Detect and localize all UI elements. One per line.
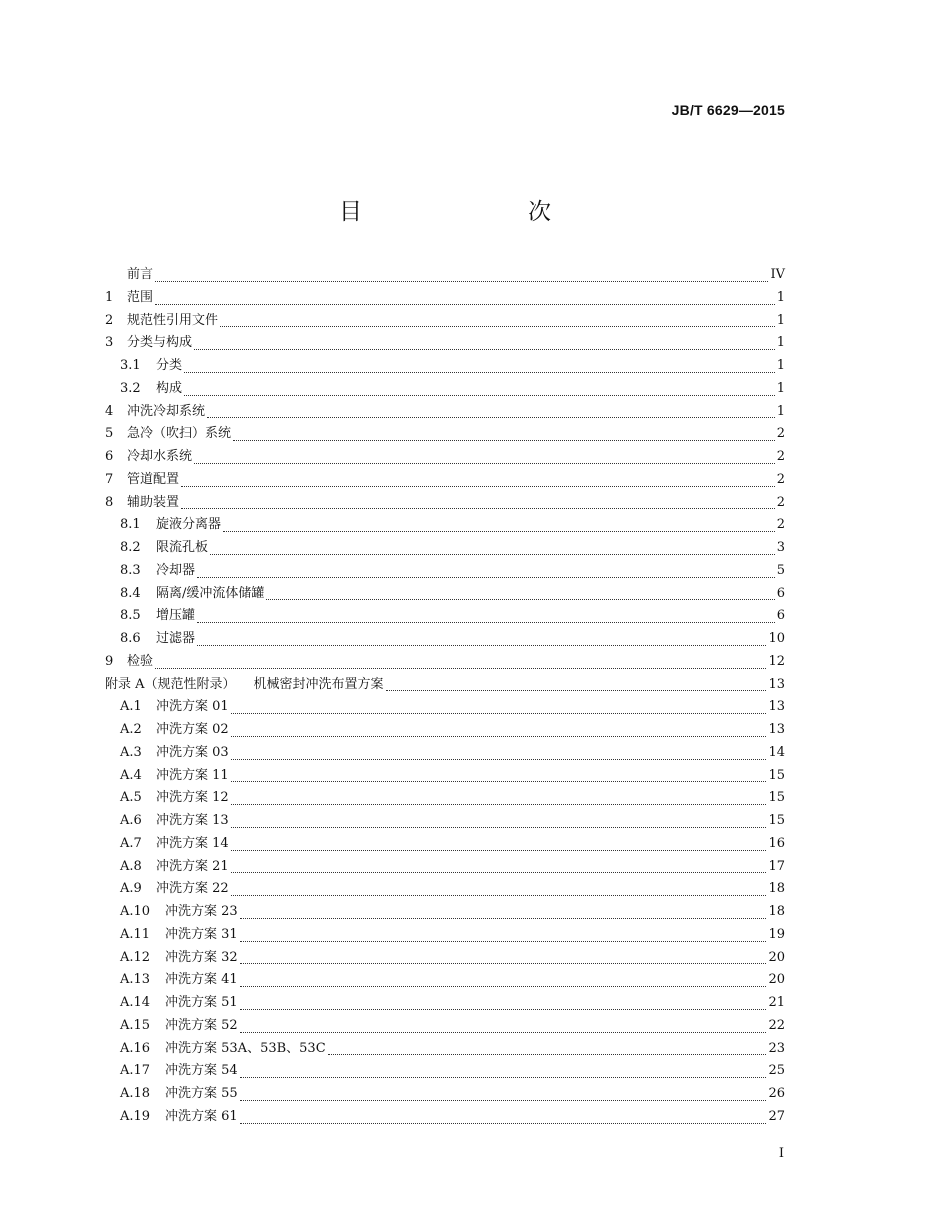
toc-entry-number: 5 (105, 426, 114, 442)
toc-dot-leader (231, 770, 767, 782)
toc-entry[interactable] (105, 1038, 785, 1061)
toc-entry-title: 冲洗方案 54 (165, 1063, 238, 1079)
toc-dot-leader (240, 1066, 767, 1078)
toc-entry-page: 13 (768, 722, 785, 737)
toc-dot-leader (194, 338, 775, 350)
toc-entry[interactable] (105, 287, 785, 310)
toc-dot-leader (197, 566, 775, 578)
toc-entry-page: 2 (776, 449, 785, 464)
toc-dot-leader (231, 702, 767, 714)
toc-entry-number: A.7 (120, 835, 142, 851)
toc-entry[interactable] (105, 401, 785, 424)
toc-entry-page: 5 (776, 562, 785, 578)
toc-dot-leader (231, 793, 767, 805)
toc-entry-title: 冲洗方案 13 (156, 813, 229, 828)
toc-entry-page: 27 (768, 1108, 785, 1124)
toc-entry-number: A.9 (120, 881, 142, 897)
toc-entry-number: A.12 (120, 949, 151, 965)
toc-entry-title: 冷却水系统 (127, 449, 193, 464)
toc-entry-page: 17 (768, 858, 785, 874)
toc-entry-page: 2 (776, 426, 785, 442)
toc-entry[interactable] (105, 810, 785, 833)
toc-dot-leader (240, 1089, 767, 1101)
toc-entry[interactable] (105, 469, 785, 492)
toc-entry-title: 冲洗方案 22 (156, 881, 229, 897)
toc-entry-page: 15 (768, 790, 785, 806)
toc-entry-title: 机械密封冲洗布置方案 (253, 676, 384, 692)
toc-entry-number: 3.2 (120, 380, 141, 396)
toc-entry-number: A.2 (120, 722, 142, 737)
toc-dot-leader (233, 429, 775, 441)
toc-entry-number: A.6 (120, 813, 142, 828)
toc-entry-number: A.19 (120, 1108, 151, 1124)
toc-entry[interactable] (105, 605, 785, 628)
toc-dot-leader (207, 406, 775, 418)
toc-entry-page: 1 (776, 380, 785, 396)
toc-entry-number: 8.6 (120, 631, 141, 646)
toc-entry-title: 冲洗方案 03 (156, 744, 229, 760)
toc-entry-number: A.15 (120, 1017, 151, 1033)
toc-entry-number: 7 (105, 471, 114, 487)
toc-entry[interactable] (105, 583, 785, 606)
toc-dot-leader (240, 1021, 767, 1033)
toc-dot-leader (231, 816, 767, 828)
page-title: 目 次 (339, 199, 591, 225)
toc-entry-page: 15 (768, 813, 785, 828)
toc-dot-leader (328, 1043, 767, 1055)
toc-entry-title: 检验 (127, 653, 154, 669)
toc-entry[interactable] (105, 947, 785, 970)
toc-entry-page: 6 (776, 608, 785, 624)
toc-entry-page: 6 (776, 585, 785, 601)
toc-entry-number: 8.3 (120, 562, 141, 578)
toc-entry-number: A.3 (120, 744, 142, 760)
toc-dot-leader (223, 520, 775, 532)
toc-dot-leader (184, 384, 775, 396)
toc-entry-number: A.5 (120, 790, 142, 806)
toc-entry-page: 2 (776, 494, 785, 510)
toc-dot-leader (240, 1112, 767, 1124)
toc-entry-number: A.11 (120, 926, 151, 942)
toc-entry-page: 25 (768, 1063, 785, 1079)
toc-entry[interactable] (105, 969, 785, 992)
toc-entry-title: 冲洗方案 52 (165, 1017, 238, 1033)
toc-entry-title: 管道配置 (127, 471, 180, 487)
toc-entry-page: 15 (768, 767, 785, 783)
toc-entry-number: A.1 (120, 699, 142, 715)
toc-entry[interactable] (105, 514, 785, 537)
toc-entry-number: 1 (105, 289, 114, 305)
toc-entry-page: 12 (768, 653, 785, 669)
toc-dot-leader (240, 907, 767, 919)
toc-entry[interactable] (105, 628, 785, 651)
toc-entry-title: 辅助装置 (127, 494, 180, 510)
toc-entry-page: 20 (768, 949, 785, 965)
toc-entry-page: 1 (776, 312, 785, 328)
toc-entry-page: 2 (776, 471, 785, 487)
toc-entry[interactable] (105, 719, 785, 742)
toc-entry-page: 3 (776, 540, 785, 555)
toc-entry-number: 8.4 (120, 585, 141, 601)
toc-entry[interactable] (105, 833, 785, 856)
toc-entry-title: 限流孔板 (156, 540, 209, 555)
toc-dot-leader (240, 998, 767, 1010)
toc-entry-title: 冲洗方案 55 (165, 1086, 238, 1101)
toc-dot-leader (220, 315, 775, 327)
toc-entry-page: 1 (776, 358, 785, 373)
toc-entry-title: 冲洗方案 11 (156, 767, 229, 783)
toc-entry-page: 13 (768, 676, 785, 692)
toc-dot-leader (155, 270, 768, 282)
toc-entry-title: 分类 (156, 358, 183, 373)
toc-entry[interactable] (105, 901, 785, 924)
toc-dot-leader (181, 475, 775, 487)
toc-entry-number: 附录 A（规范性附录） (105, 676, 236, 692)
toc-dot-leader (231, 861, 767, 873)
toc-dot-leader (240, 975, 767, 987)
toc-entry-title: 急冷（吹扫）系统 (127, 426, 232, 442)
toc-entry-page: IV (770, 267, 785, 282)
toc-dot-leader (240, 930, 767, 942)
toc-dot-leader (240, 952, 767, 964)
toc-entry-title: 前言 (127, 267, 154, 282)
toc-entry-page: 19 (768, 926, 785, 942)
toc-entry-title: 冲洗方案 12 (156, 790, 229, 806)
toc-entry-number: A.8 (120, 858, 142, 874)
toc-entry-title: 构成 (156, 380, 183, 396)
toc-dot-leader (386, 679, 767, 691)
toc-entry[interactable] (105, 355, 785, 378)
toc-entry[interactable] (105, 696, 785, 719)
toc-entry-number: 9 (105, 653, 114, 669)
toc-dot-leader (184, 361, 775, 373)
toc-entry-page: 1 (776, 403, 785, 419)
toc-entry[interactable] (105, 1083, 785, 1106)
toc-entry-title: 分类与构成 (127, 335, 193, 351)
toc-dot-leader (231, 884, 767, 896)
toc-entry[interactable] (105, 332, 785, 355)
toc-entry[interactable] (105, 492, 785, 515)
toc-entry-page: 14 (768, 744, 785, 760)
toc-entry-page: 18 (768, 904, 785, 919)
toc-dot-leader (197, 634, 766, 646)
toc-entry[interactable] (105, 264, 785, 287)
toc-dot-leader (155, 657, 766, 669)
toc-dot-leader (266, 588, 774, 600)
toc-entry-number: 4 (105, 403, 114, 419)
toc-entry[interactable] (105, 674, 785, 697)
toc-entry-title: 过滤器 (156, 631, 196, 646)
toc-dot-leader (181, 497, 775, 509)
toc-entry-page: 2 (776, 517, 785, 533)
toc-entry-title: 冲洗方案 02 (156, 722, 229, 737)
toc-entry-title: 冲洗方案 21 (156, 858, 229, 874)
toc-entry[interactable] (105, 1060, 785, 1083)
toc-dot-leader (231, 839, 767, 851)
table-of-contents (105, 264, 785, 1129)
toc-entry-number: 8.2 (120, 540, 141, 555)
toc-entry-number: 8.5 (120, 608, 141, 624)
toc-entry-title: 冲洗方案 61 (165, 1108, 238, 1124)
toc-entry[interactable] (105, 992, 785, 1015)
toc-entry-number: A.17 (120, 1063, 151, 1079)
toc-entry-title: 冲洗方案 51 (165, 995, 238, 1010)
toc-entry-title: 隔离/缓冲流体储罐 (156, 585, 265, 601)
toc-entry-title: 冲洗方案 53A、53B、53C (165, 1040, 326, 1056)
toc-entry-title: 冲洗冷却系统 (127, 403, 206, 419)
toc-entry-title: 冷却器 (156, 562, 196, 578)
toc-entry[interactable] (105, 742, 785, 765)
toc-entry-number: 8.1 (120, 517, 141, 533)
toc-dot-leader (231, 725, 767, 737)
toc-entry-number: A.4 (120, 767, 142, 783)
toc-entry-title: 冲洗方案 14 (156, 835, 229, 851)
page-number: I (778, 1146, 784, 1161)
toc-entry[interactable] (105, 446, 785, 469)
toc-entry-page: 16 (768, 835, 785, 851)
toc-entry-page: 1 (776, 289, 785, 305)
standard-code: JB/T 6629—2015 (671, 102, 785, 118)
toc-entry[interactable] (105, 856, 785, 879)
toc-entry-title: 增压罐 (156, 608, 196, 624)
toc-dot-leader (155, 293, 775, 305)
toc-entry-title: 冲洗方案 32 (165, 949, 238, 965)
toc-entry-page: 21 (768, 995, 785, 1010)
toc-entry[interactable] (105, 378, 785, 401)
toc-entry-number: A.10 (120, 904, 151, 919)
toc-entry[interactable] (105, 537, 785, 560)
toc-entry-number: A.16 (120, 1040, 151, 1056)
toc-entry[interactable] (105, 310, 785, 333)
toc-entry-page: 26 (768, 1086, 785, 1101)
toc-entry-page: 10 (768, 631, 785, 646)
toc-entry[interactable] (105, 1106, 785, 1129)
toc-entry-number: 3.1 (120, 358, 141, 373)
toc-entry-number: A.13 (120, 972, 151, 988)
toc-entry-page: 23 (768, 1040, 785, 1056)
toc-entry-number: A.18 (120, 1086, 151, 1101)
toc-entry[interactable] (105, 787, 785, 810)
toc-entry-title: 冲洗方案 23 (165, 904, 238, 919)
toc-entry-title: 旋液分离器 (156, 517, 222, 533)
toc-entry-number: 8 (105, 494, 114, 510)
toc-entry-page: 18 (768, 881, 785, 897)
toc-entry[interactable] (105, 651, 785, 674)
toc-entry[interactable] (105, 1015, 785, 1038)
toc-entry-page: 13 (768, 699, 785, 715)
toc-entry-page: 22 (768, 1017, 785, 1033)
toc-entry-number: 3 (105, 335, 114, 351)
toc-entry[interactable] (105, 924, 785, 947)
toc-entry-title: 规范性引用文件 (127, 312, 219, 328)
toc-entry-title: 范围 (127, 289, 154, 305)
toc-entry-number: 2 (105, 312, 114, 328)
toc-entry-number: A.14 (120, 995, 151, 1010)
toc-dot-leader (197, 611, 775, 623)
toc-entry[interactable] (105, 423, 785, 446)
toc-entry-title: 冲洗方案 01 (156, 699, 229, 715)
toc-dot-leader (231, 748, 767, 760)
toc-entry-title: 冲洗方案 41 (165, 972, 238, 988)
toc-entry[interactable] (105, 878, 785, 901)
toc-entry-number: 6 (105, 449, 114, 464)
toc-entry[interactable] (105, 765, 785, 788)
toc-entry[interactable] (105, 560, 785, 583)
toc-entry-page: 1 (776, 335, 785, 351)
toc-dot-leader (210, 543, 775, 555)
toc-dot-leader (194, 452, 775, 464)
toc-entry-title: 冲洗方案 31 (165, 926, 238, 942)
toc-entry-page: 20 (768, 972, 785, 988)
